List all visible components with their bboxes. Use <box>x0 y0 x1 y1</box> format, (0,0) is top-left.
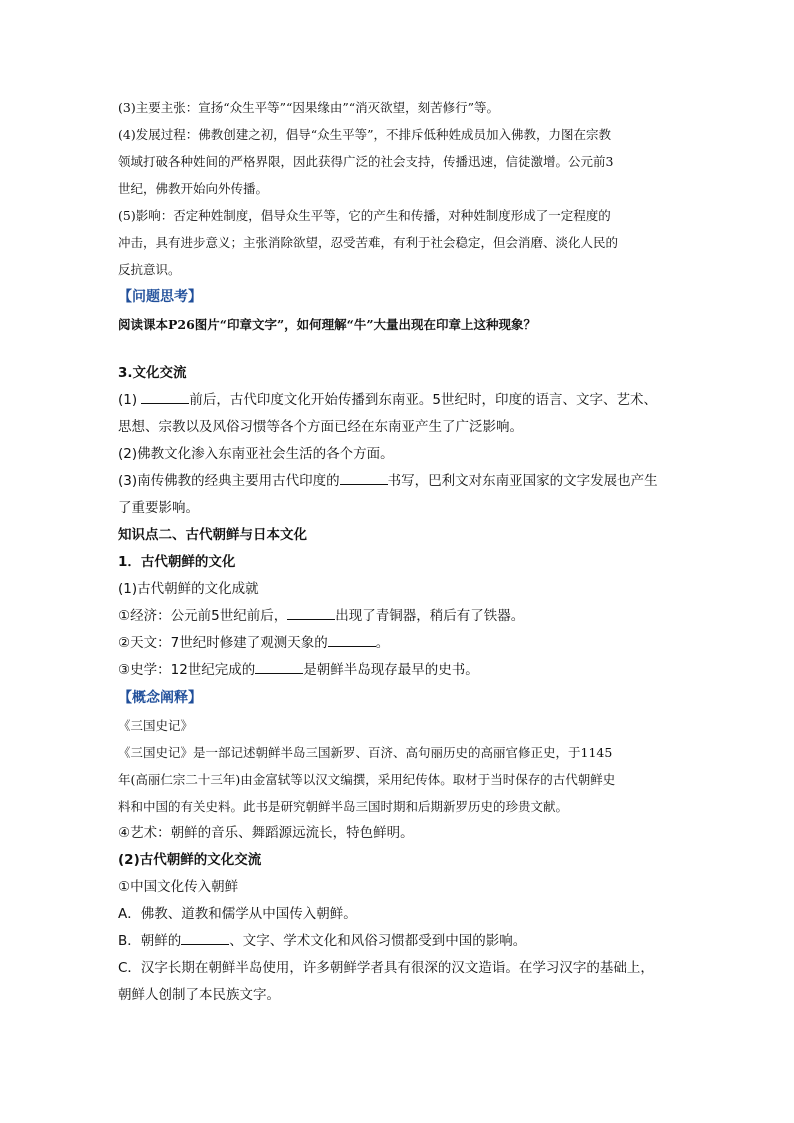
option-b-prefix: B．朝鲜的 <box>118 933 182 949</box>
main-claims-paragraph: (3)主要主张：宣扬“众生平等”“因果缘由”“消灭欲望，刻苦修行”等。 <box>118 100 500 115</box>
history-item <box>118 657 688 684</box>
spacer <box>118 338 688 360</box>
history-prefix: ③史学：12世纪完成的 <box>118 662 256 678</box>
exchange-item-2: (2)佛教文化渗入东南亚社会生活的各个方面。 <box>118 446 394 462</box>
think-heading: 【问题思考】 <box>118 289 202 305</box>
influence-line-2: 冲击，具有进步意义；主张消除欲望，忍受苦难，有利于社会稳定，但会消磨、淡化人民的 <box>118 235 619 250</box>
exchange-item-1-text: 前后，古代印度文化开始传播到东南亚。5世纪时，印度的语言、文字、艺术、 <box>189 392 658 408</box>
concept-line-3: 料和中国的有关史料。此书是研究朝鲜半岛三国时期和后期新罗历史的珍贵文献。 <box>118 799 569 814</box>
influence-line-3: 反抗意识。 <box>118 262 181 277</box>
astronomy-prefix: ②天文：7世纪时修建了观测天象的 <box>118 635 328 651</box>
economy-prefix: ①经济：公元前5世纪前后， <box>118 608 288 624</box>
influence-line-1: (5)影响：否定种姓制度，倡导众生平等，它的产生和传播，对种姓制度形成了一定程度的 <box>118 208 611 223</box>
korea-achievements-title: (1)古代朝鲜的文化成就 <box>118 581 259 597</box>
history-text: 是朝鲜半岛现存最早的史书。 <box>303 662 479 678</box>
exchange-item-3-text: 书写，巴利文对东南亚国家的文字发展也产生 <box>387 473 658 489</box>
development-line-2: 领域打破各种姓间的严格界限，因此获得广泛的社会支持，传播迅速，信徒激增。公元前3 <box>118 154 614 169</box>
option-c-line-1: C．汉字长期在朝鲜半岛使用，许多朝鲜学者具有很深的汉文造诣。在学习汉字的基础上， <box>118 960 654 976</box>
concept-line-1: 《三国史记》是一部记述朝鲜半岛三国新罗、百济、高句丽历史的高丽官修正史，于1145 <box>118 745 613 760</box>
knowledge-point-2-title: 知识点二、古代朝鲜与日本文化 <box>118 527 307 543</box>
exchange-title: 3.文化交流 <box>118 365 187 381</box>
concept-book-title: 《三国史记》 <box>118 718 194 733</box>
page-content <box>118 94 688 1009</box>
astronomy-item <box>118 630 688 657</box>
korea-exchange-title: (2)古代朝鲜的文化交流 <box>118 852 262 868</box>
fill-blank[interactable] <box>328 632 376 647</box>
fill-blank[interactable] <box>340 470 388 485</box>
korea-culture-title: 1．古代朝鲜的文化 <box>118 554 236 570</box>
concept-line-2: 年(高丽仁宗二十三年)由金富轼等以汉文编撰，采用纪传体。取材于当时保存的古代朝鲜史 <box>118 772 616 787</box>
option-c-line-2: 朝鲜人创制了本民族文字。 <box>118 987 280 1003</box>
exchange-item-3 <box>118 468 688 495</box>
economy-item <box>118 603 688 630</box>
exchange-item-3-line-2: 了重要影响。 <box>118 500 199 516</box>
china-culture-sub: ①中国文化传入朝鲜 <box>118 879 239 895</box>
arts-item: ④艺术：朝鲜的音乐、舞蹈源远流长，特色鲜明。 <box>118 825 414 841</box>
exchange-item-1-prefix: (1) <box>118 392 142 408</box>
fill-blank[interactable] <box>181 930 229 945</box>
exchange-item-1-line-2: 思想、宗教以及风俗习惯等各个方面已经在东南亚产生了广泛影响。 <box>118 419 523 435</box>
economy-text: 出现了青铜器，稍后有了铁器。 <box>335 608 525 624</box>
exchange-item-3-prefix: (3)南传佛教的经典主要用古代印度的 <box>118 473 340 489</box>
development-line-1: (4)发展过程：佛教创建之初，倡导“众生平等”，不排斥低种姓成员加入佛教，力图在宗教 <box>118 127 611 142</box>
option-a: A．佛教、道教和儒学从中国传入朝鲜。 <box>118 906 357 922</box>
concept-heading: 【概念阐释】 <box>118 690 202 706</box>
fill-blank[interactable] <box>255 659 303 674</box>
fill-blank[interactable] <box>141 389 189 404</box>
fill-blank[interactable] <box>287 605 335 620</box>
think-question: 阅读课本P26图片“印章文字”，如何理解“牛”大量出现在印章上这种现象？ <box>118 317 537 332</box>
option-b <box>118 928 688 955</box>
astronomy-text: 。 <box>375 635 390 651</box>
exchange-item-1 <box>118 387 688 414</box>
option-b-text: 、文字、学术文化和风俗习惯都受到中国的影响。 <box>229 933 527 949</box>
development-line-3: 世纪，佛教开始向外传播。 <box>118 181 269 196</box>
